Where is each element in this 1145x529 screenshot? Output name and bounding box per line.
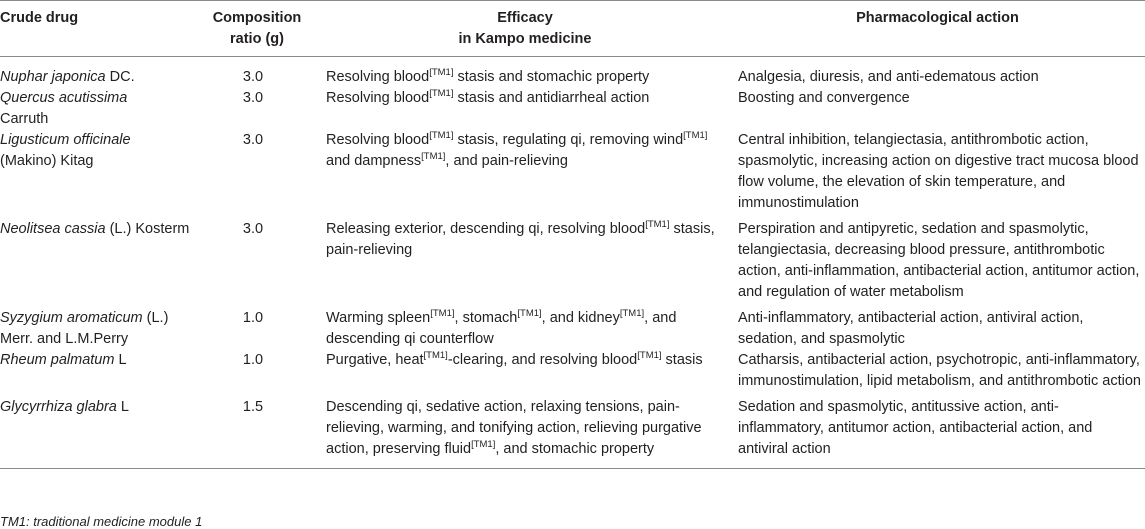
header-pharmacological-action: Pharmacological action — [736, 1, 1145, 57]
header-efficacy — [320, 1, 736, 57]
efficacy-text: stasis — [661, 352, 703, 368]
efficacy-text: stasis and antidiarrheal action — [453, 90, 650, 106]
efficacy-text: Resolving blood — [326, 132, 430, 148]
table-row — [0, 350, 1145, 392]
drug-name: Neolitsea cassia — [0, 221, 106, 237]
drug-author: L — [114, 352, 127, 368]
ratio-cell: 1.5 — [242, 399, 264, 415]
action-cell: Sedation and spasmolytic, antitussive action, anti-inflammatory, antitumor action, antibacterial action, and antiviral action — [738, 399, 1093, 457]
drug-author: L — [116, 399, 129, 415]
drug-cell — [0, 130, 200, 214]
efficacy-text: stasis, pain-relieving — [326, 221, 715, 258]
header-ratio-line1: Composition — [212, 10, 302, 26]
tm-sup: [TM1] — [637, 350, 662, 361]
drug-author: (Makino) Kitag — [0, 153, 94, 169]
action-cell: Central inhibition, telangiectasia, antithrombotic action, spasmolytic, increasing action on digestive tract mucosa blood flow volume, the elevation of skin temperature, and immunostimulation — [738, 132, 1139, 211]
action-cell: Catharsis, antibacterial action, psychotropic, anti-inflammatory, immunostimulation, lipid metabolism, and antithrombotic action — [738, 352, 1141, 389]
efficacy-text: Resolving blood — [326, 69, 430, 85]
tm-sup: [TM1] — [429, 88, 454, 99]
efficacy-cell — [320, 214, 736, 303]
efficacy-text: , and pain-relieving — [445, 153, 568, 169]
ratio-cell: 3.0 — [242, 90, 264, 106]
tm-sup: [TM1] — [421, 151, 446, 162]
efficacy-cell — [320, 350, 736, 392]
tm-sup: [TM1] — [471, 439, 496, 450]
ratio-cell: 3.0 — [242, 132, 264, 148]
header-composition-ratio — [200, 1, 320, 57]
efficacy-text: , and descending qi counterflow — [326, 310, 677, 347]
ratio-cell: 3.0 — [242, 69, 264, 85]
tm-sup: [TM1] — [430, 308, 455, 319]
drug-cell — [0, 303, 200, 350]
drug-cell — [0, 392, 200, 469]
header-row — [0, 1, 1145, 57]
ratio-cell: 3.0 — [242, 221, 264, 237]
action-cell: Boosting and convergence — [738, 90, 910, 106]
efficacy-text: Purgative, heat — [326, 352, 424, 368]
drug-cell — [0, 350, 200, 392]
tm-sup: [TM1] — [429, 130, 454, 141]
efficacy-cell — [320, 57, 736, 89]
efficacy-text: Releasing exterior, descending qi, resolving blood — [326, 221, 646, 237]
tm-sup: [TM1] — [423, 350, 448, 361]
efficacy-text: stasis and stomachic property — [453, 69, 650, 85]
ratio-cell: 1.0 — [242, 352, 264, 368]
drug-author: (L.) Merr. and L.M.Perry — [0, 310, 169, 347]
tm-sup: [TM1] — [429, 67, 454, 78]
drug-author: DC. — [105, 69, 135, 85]
drug-name: Quercus acutissima — [0, 90, 128, 106]
efficacy-text: , stomach — [454, 310, 518, 326]
table-row — [0, 88, 1145, 130]
drug-name: Syzygium aromaticum — [0, 310, 143, 326]
efficacy-cell — [320, 392, 736, 469]
tm-sup: [TM1] — [683, 130, 708, 141]
tm-sup: [TM1] — [645, 219, 670, 230]
tm-sup: [TM1] — [517, 308, 542, 319]
table-row — [0, 303, 1145, 350]
drug-cell — [0, 88, 200, 130]
drug-name: Nuphar japonica — [0, 69, 106, 85]
efficacy-text: , and stomachic property — [495, 441, 655, 457]
tm-sup: [TM1] — [619, 308, 645, 319]
table-row — [0, 214, 1145, 303]
efficacy-text: -clearing, and resolving blood — [447, 352, 638, 368]
efficacy-text: stasis, regulating qi, removing wind — [453, 132, 684, 148]
efficacy-cell — [320, 303, 736, 350]
action-cell: Perspiration and antipyretic, sedation and spasmolytic, telangiectasia, decreasing blood pressure, antithrombotic action, anti-inflammation, antibacterial action, antitumor action, and regulation of water metabolism — [738, 221, 1140, 300]
efficacy-text: Descending qi, sedative action, relaxing tensions, pain-relieving, warming, and tonifying action, relieving purgative action, preserving fluid — [326, 399, 702, 457]
table-row — [0, 57, 1145, 89]
table-footnote: TM1: traditional medicine module 1 — [0, 514, 203, 529]
drug-cell — [0, 57, 200, 89]
drug-name: Ligusticum officinale — [0, 132, 131, 148]
drug-cell — [0, 214, 200, 303]
efficacy-text: , and kidney — [541, 310, 620, 326]
header-efficacy-line2: in Kampo medicine — [458, 31, 592, 47]
drug-name: Rheum palmatum — [0, 352, 115, 368]
table-row — [0, 130, 1145, 214]
action-cell: Anti-inflammatory, antibacterial action, antiviral action, sedation, and spasmolytic — [738, 310, 1084, 347]
table-row — [0, 392, 1145, 469]
action-cell: Analgesia, diuresis, and anti-edematous action — [738, 69, 1039, 85]
efficacy-cell — [320, 88, 736, 130]
efficacy-cell — [320, 130, 736, 214]
efficacy-text: and dampness — [326, 153, 422, 169]
drug-author: (L.) Kosterm — [105, 221, 190, 237]
efficacy-text: Warming spleen — [326, 310, 431, 326]
header-efficacy-line1: Efficacy — [497, 10, 553, 26]
drug-author: Carruth — [0, 111, 49, 127]
header-ratio-line2: ratio (g) — [230, 31, 284, 47]
header-crude-drug: Crude drug — [0, 1, 200, 57]
ratio-cell: 1.0 — [242, 310, 264, 326]
efficacy-text: Resolving blood — [326, 90, 430, 106]
drug-name: Glycyrrhiza glabra — [0, 399, 117, 415]
